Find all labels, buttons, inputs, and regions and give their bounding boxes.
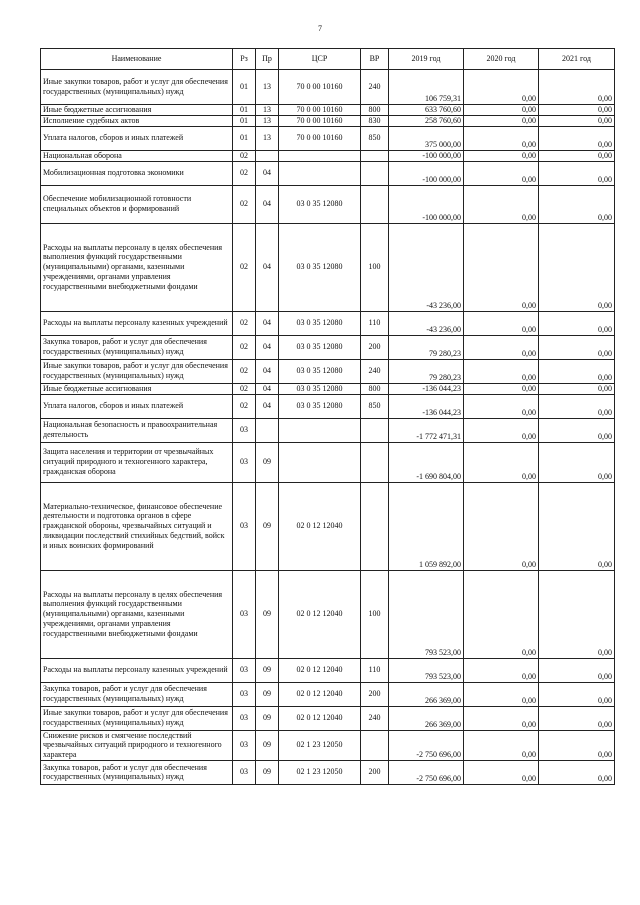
cell-2021: 0,00 [539,311,615,335]
cell-pr: 13 [256,70,279,105]
cell-csr [279,161,361,185]
table-row [41,335,615,359]
cell-pr: 04 [256,394,279,418]
cell-2019: 79 280,23 [389,335,464,359]
cell-2019: 793 523,00 [389,570,464,658]
cell-vr [361,161,389,185]
cell-2021: 0,00 [539,105,615,116]
cell-2019: 1 059 892,00 [389,482,464,570]
cell-rz: 03 [233,682,256,706]
cell-pr: 09 [256,760,279,784]
cell-name: Снижение рисков и смягчение последствий чрезвычайных ситуаций природного и техногенного характера [41,730,233,760]
cell-pr: 09 [256,570,279,658]
budget-table [40,48,615,785]
cell-name: Иные бюджетные ассигнования [41,105,233,116]
cell-2019: 793 523,00 [389,658,464,682]
cell-2021: 0,00 [539,442,615,482]
cell-name: Мобилизационная подготовка экономики [41,161,233,185]
header-name: Наименование [41,49,233,70]
cell-2019: -1 690 804,00 [389,442,464,482]
table-row [41,418,615,442]
table-row [41,185,615,223]
cell-csr: 70 0 00 10160 [279,115,361,126]
cell-name: Обеспечение мобилизационной готовности специальных объектов и формирований [41,185,233,223]
table-row [41,115,615,126]
table-header-row [41,49,615,70]
cell-vr: 850 [361,126,389,150]
cell-name: Исполнение судебных актов [41,115,233,126]
cell-rz: 02 [233,394,256,418]
cell-2019: 266 369,00 [389,682,464,706]
cell-2021: 0,00 [539,150,615,161]
cell-csr: 02 0 12 12040 [279,570,361,658]
cell-name: Закупка товаров, работ и услуг для обеспечения государственных (муниципальных) нужд [41,682,233,706]
cell-2019: 266 369,00 [389,706,464,730]
cell-pr: 04 [256,383,279,394]
cell-2019: -2 750 696,00 [389,730,464,760]
table-row [41,682,615,706]
cell-name: Национальная безопасность и правоохранительная деятельность [41,418,233,442]
cell-vr: 110 [361,658,389,682]
cell-pr: 09 [256,706,279,730]
cell-pr: 04 [256,223,279,311]
cell-vr [361,730,389,760]
cell-rz: 03 [233,442,256,482]
cell-vr: 830 [361,115,389,126]
cell-2020: 0,00 [464,418,539,442]
cell-2021: 0,00 [539,115,615,126]
cell-2019: 375 000,00 [389,126,464,150]
cell-pr: 09 [256,658,279,682]
cell-2020: 0,00 [464,311,539,335]
table-row [41,394,615,418]
cell-pr: 13 [256,126,279,150]
cell-csr: 02 0 12 12040 [279,706,361,730]
cell-2020: 0,00 [464,115,539,126]
cell-rz: 02 [233,383,256,394]
cell-2021: 0,00 [539,185,615,223]
cell-2021: 0,00 [539,223,615,311]
cell-rz: 02 [233,311,256,335]
cell-2020: 0,00 [464,150,539,161]
cell-csr: 02 0 12 12040 [279,658,361,682]
table-row [41,730,615,760]
cell-pr: 04 [256,185,279,223]
cell-csr: 03 0 35 12080 [279,223,361,311]
cell-name: Расходы на выплаты персоналу в целях обеспечения выполнения функций государственными (муниципальными) органами, казенными учреждениями, органами управления государственными внебюджетными фондами [41,570,233,658]
cell-2020: 0,00 [464,185,539,223]
cell-2021: 0,00 [539,760,615,784]
cell-pr: 09 [256,730,279,760]
table-row [41,383,615,394]
cell-2020: 0,00 [464,105,539,116]
page-number: 7 [318,24,322,33]
cell-2020: 0,00 [464,658,539,682]
cell-2020: 0,00 [464,730,539,760]
table-row [41,70,615,105]
cell-2019: -136 044,23 [389,383,464,394]
cell-rz: 03 [233,706,256,730]
cell-2021: 0,00 [539,482,615,570]
cell-vr [361,150,389,161]
cell-name: Расходы на выплаты персоналу казенных учреждений [41,658,233,682]
cell-vr [361,482,389,570]
cell-2020: 0,00 [464,706,539,730]
cell-2020: 0,00 [464,570,539,658]
cell-name: Иные закупки товаров, работ и услуг для обеспечения государственных (муниципальных) нужд [41,359,233,383]
cell-vr [361,185,389,223]
cell-rz: 01 [233,70,256,105]
cell-pr [256,418,279,442]
cell-pr: 13 [256,105,279,116]
cell-pr: 09 [256,482,279,570]
cell-rz: 01 [233,105,256,116]
cell-2020: 0,00 [464,223,539,311]
cell-csr: 02 0 12 12040 [279,482,361,570]
cell-rz: 02 [233,150,256,161]
cell-pr: 04 [256,359,279,383]
cell-2021: 0,00 [539,70,615,105]
cell-rz: 02 [233,223,256,311]
cell-rz: 02 [233,335,256,359]
cell-csr [279,418,361,442]
table-row [41,482,615,570]
cell-name: Защита населения и территории от чрезвычайных ситуаций природного и техногенного характера, гражданская оборона [41,442,233,482]
cell-vr: 850 [361,394,389,418]
table-row [41,359,615,383]
cell-2020: 0,00 [464,335,539,359]
cell-csr: 03 0 35 12080 [279,383,361,394]
cell-2021: 0,00 [539,383,615,394]
cell-name: Уплата налогов, сборов и иных платежей [41,394,233,418]
cell-rz: 02 [233,359,256,383]
cell-2021: 0,00 [539,418,615,442]
cell-2019: 258 760,60 [389,115,464,126]
cell-vr: 110 [361,311,389,335]
table-row [41,760,615,784]
cell-pr: 09 [256,442,279,482]
cell-csr: 70 0 00 10160 [279,105,361,116]
cell-vr: 100 [361,570,389,658]
cell-2019: -100 000,00 [389,150,464,161]
cell-vr: 240 [361,70,389,105]
table-row [41,223,615,311]
cell-2019: -100 000,00 [389,185,464,223]
cell-csr: 02 1 23 12050 [279,760,361,784]
table-row [41,126,615,150]
cell-vr [361,418,389,442]
cell-csr: 02 1 23 12050 [279,730,361,760]
cell-name: Закупка товаров, работ и услуг для обеспечения государственных (муниципальных) нужд [41,335,233,359]
table-row [41,658,615,682]
cell-2021: 0,00 [539,359,615,383]
cell-vr: 200 [361,335,389,359]
cell-csr: 03 0 35 12080 [279,335,361,359]
cell-csr [279,442,361,482]
cell-2021: 0,00 [539,394,615,418]
cell-rz: 01 [233,115,256,126]
cell-2019: -100 000,00 [389,161,464,185]
cell-rz: 03 [233,730,256,760]
cell-2019: 633 760,60 [389,105,464,116]
cell-2019: -1 772 471,31 [389,418,464,442]
cell-2021: 0,00 [539,730,615,760]
cell-2021: 0,00 [539,706,615,730]
cell-pr: 04 [256,311,279,335]
cell-2020: 0,00 [464,760,539,784]
cell-csr [279,150,361,161]
cell-2021: 0,00 [539,658,615,682]
cell-rz: 03 [233,418,256,442]
cell-2020: 0,00 [464,126,539,150]
cell-2021: 0,00 [539,126,615,150]
header-csr: ЦСР [279,49,361,70]
cell-pr: 04 [256,161,279,185]
cell-csr: 70 0 00 10160 [279,126,361,150]
cell-csr: 03 0 35 12080 [279,359,361,383]
cell-2021: 0,00 [539,682,615,706]
cell-2020: 0,00 [464,394,539,418]
cell-2019: -136 044,23 [389,394,464,418]
cell-2020: 0,00 [464,682,539,706]
table-row [41,442,615,482]
cell-2020: 0,00 [464,359,539,383]
cell-pr: 13 [256,115,279,126]
cell-vr: 240 [361,359,389,383]
table-row [41,706,615,730]
cell-2021: 0,00 [539,335,615,359]
cell-csr: 03 0 35 12080 [279,394,361,418]
cell-pr [256,150,279,161]
cell-rz: 01 [233,126,256,150]
cell-name: Иные закупки товаров, работ и услуг для обеспечения государственных (муниципальных) нужд [41,706,233,730]
cell-vr: 100 [361,223,389,311]
header-vr: ВР [361,49,389,70]
cell-2019: -43 236,00 [389,311,464,335]
cell-rz: 03 [233,760,256,784]
cell-rz: 02 [233,161,256,185]
cell-2020: 0,00 [464,161,539,185]
cell-rz: 02 [233,185,256,223]
cell-2019: 106 759,31 [389,70,464,105]
header-rz: Рз [233,49,256,70]
cell-vr: 800 [361,383,389,394]
cell-vr: 240 [361,706,389,730]
cell-rz: 03 [233,658,256,682]
table-row [41,105,615,116]
table-row [41,150,615,161]
cell-name: Национальная оборона [41,150,233,161]
cell-2020: 0,00 [464,70,539,105]
table-row [41,311,615,335]
cell-csr: 02 0 12 12040 [279,682,361,706]
header-2021: 2021 год [539,49,615,70]
cell-2020: 0,00 [464,383,539,394]
cell-name: Уплата налогов, сборов и иных платежей [41,126,233,150]
table-row [41,161,615,185]
cell-2019: -43 236,00 [389,223,464,311]
cell-name: Расходы на выплаты персоналу в целях обеспечения выполнения функций государственными (муниципальными) органами, казенными учреждениями, органами управления государственными внебюджетными фондами [41,223,233,311]
header-2020: 2020 год [464,49,539,70]
cell-vr: 200 [361,682,389,706]
header-2019: 2019 год [389,49,464,70]
cell-name: Расходы на выплаты персоналу казенных учреждений [41,311,233,335]
header-pr: Пр [256,49,279,70]
cell-vr: 800 [361,105,389,116]
cell-2021: 0,00 [539,161,615,185]
cell-2019: -2 750 696,00 [389,760,464,784]
cell-pr: 09 [256,682,279,706]
cell-rz: 03 [233,570,256,658]
cell-name: Иные закупки товаров, работ и услуг для обеспечения государственных (муниципальных) нужд [41,70,233,105]
cell-name: Иные бюджетные ассигнования [41,383,233,394]
cell-pr: 04 [256,335,279,359]
cell-name: Закупка товаров, работ и услуг для обеспечения государственных (муниципальных) нужд [41,760,233,784]
cell-csr: 03 0 35 12080 [279,185,361,223]
cell-csr: 03 0 35 12080 [279,311,361,335]
cell-2021: 0,00 [539,570,615,658]
table-row [41,570,615,658]
cell-2020: 0,00 [464,442,539,482]
cell-rz: 03 [233,482,256,570]
cell-vr: 200 [361,760,389,784]
cell-csr: 70 0 00 10160 [279,70,361,105]
cell-vr [361,442,389,482]
cell-2020: 0,00 [464,482,539,570]
cell-2019: 79 280,23 [389,359,464,383]
cell-name: Материально-техническое, финансовое обеспечение деятельности и подготовка органов в сфере гражданской обороны, чрезвычайных ситуаций и ликвидации последствий стихийных бедствий, войск и иных воинских формирований [41,482,233,570]
